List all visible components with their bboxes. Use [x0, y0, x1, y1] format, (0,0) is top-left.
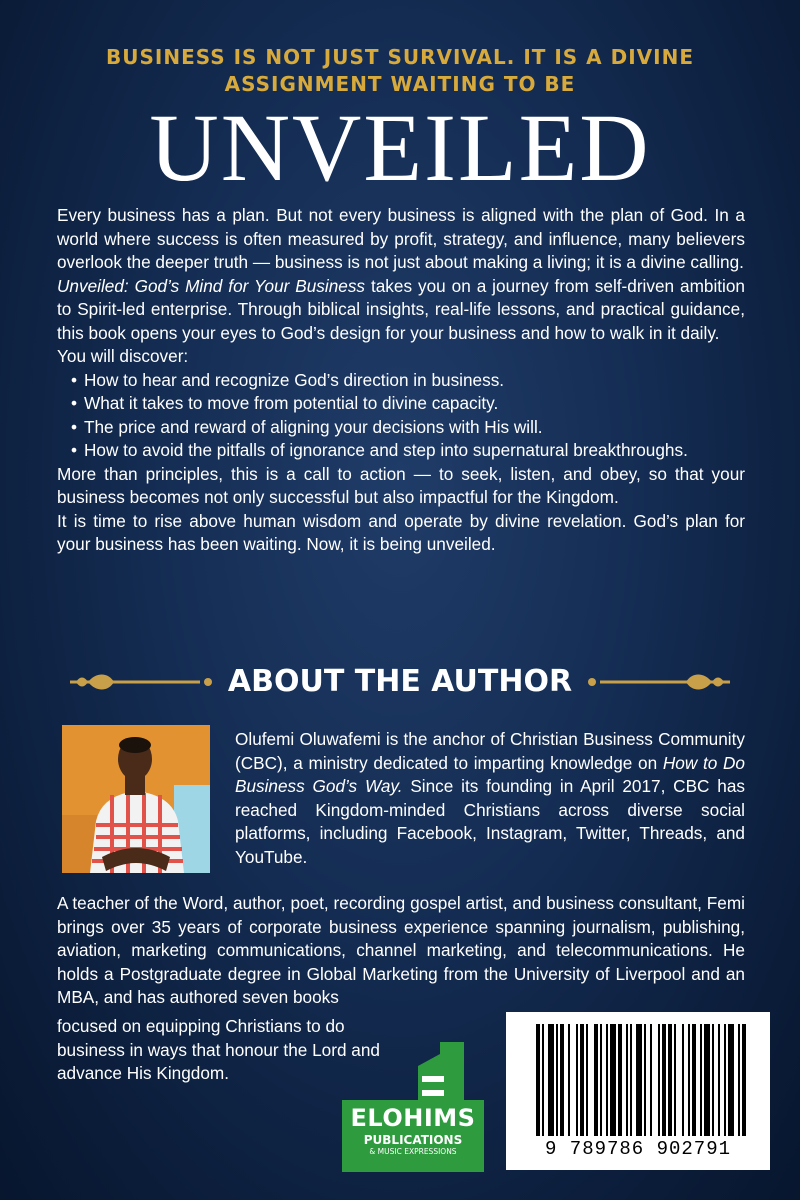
blurb-journey: [57, 275, 745, 346]
publisher-e-icon: [340, 1036, 490, 1106]
author-photo: [62, 725, 210, 873]
blurb-intro: Every business has a plan. But not every business is aligned with the plan of God. In a world where success is often measured by profit, strategy, and influence, many believers overlook the deeper truth — business is not just about making a living; it is a divine calling.: [57, 205, 745, 272]
publisher-line2: PUBLICATIONS: [363, 1133, 463, 1147]
about-heading: ABOUT THE AUTHOR: [227, 664, 573, 699]
tagline-line-2: ASSIGNMENT WAITING TO BE: [224, 72, 576, 96]
publisher-name: ELOHIMS: [350, 1104, 476, 1132]
barcode-icon: [506, 1012, 770, 1138]
list-item: • The price and reward of aligning your decisions with His will.: [71, 416, 745, 440]
publisher-wordmark: [342, 1100, 484, 1172]
blurb-call: More than principles, this is a call to action — to seek, listen, and obey, so that your business becomes not only successful but also impactful for the Kingdom.: [57, 463, 745, 507]
discover-list: [57, 369, 745, 463]
publisher-line3: & MUSIC EXPRESSIONS: [369, 1147, 457, 1156]
right-ornament-icon: [582, 670, 732, 694]
author-bio-1: [235, 728, 745, 869]
author-portrait-icon: [62, 725, 210, 873]
isbn-barcode: [506, 1012, 770, 1170]
isbn-number: 9 789786 902791: [544, 1138, 732, 1160]
author-bio-3: focused on equipping Christians to do business in ways that honour the Lord and advance His Kingdom.: [57, 1016, 380, 1083]
list-item: • How to hear and recognize God’s direction in business.: [71, 369, 745, 393]
cover-tagline: [0, 44, 800, 98]
bio-italic-title: How to Do Business God’s Way.: [235, 752, 745, 796]
bio-text-1: Olufemi Oluwafemi is the anchor of Christian Business Community (CBC), a ministry dedicated to imparting knowledge on: [235, 729, 745, 773]
author-bio-2: A teacher of the Word, author, poet, recording gospel artist, and business consultant, Femi brings over 35 years of corporate business experience spanning journalism, publishing, aviation, marketing communications, channel marketing, and telecommunications. He holds a Postgraduate degree in Global Marketing from the University of Liverpool and an MBA, and has authored seven books: [57, 893, 745, 1007]
publisher-logo: [340, 1036, 490, 1176]
bio-text-2: Since its founding in April 2017, CBC has reached Kingdom-minded Christians across diverse social platforms, including Facebook, Instagram, Twitter, Threads, and YouTube.: [235, 776, 745, 867]
blurb-closing: It is time to rise above human wisdom and operate by divine revelation. God’s plan for your business has been waiting. Now, it is being unveiled.: [57, 510, 745, 554]
book-title: UNVEILED: [149, 94, 651, 201]
discover-label: You will discover:: [57, 346, 189, 366]
tagline-line-1: BUSINESS IS NOT JUST SURVIVAL. IT IS A DIVINE: [106, 45, 694, 69]
list-item: • What it takes to move from potential to divine capacity.: [71, 392, 745, 416]
about-header: [0, 662, 800, 702]
blurb-journey-text: takes you on a journey from self-driven ambition to Spirit-led enterprise. Through biblical insights, real-life lessons, and practical guidance, this book opens your eyes to God’s design for your business and how to walk in it daily.: [57, 275, 745, 343]
list-item: • How to avoid the pitfalls of ignorance and step into supernatural breakthroughs.: [71, 439, 745, 463]
blurb-book-title: Unveiled: God’s Mind for Your Business: [57, 275, 366, 296]
book-blurb: [57, 204, 745, 557]
